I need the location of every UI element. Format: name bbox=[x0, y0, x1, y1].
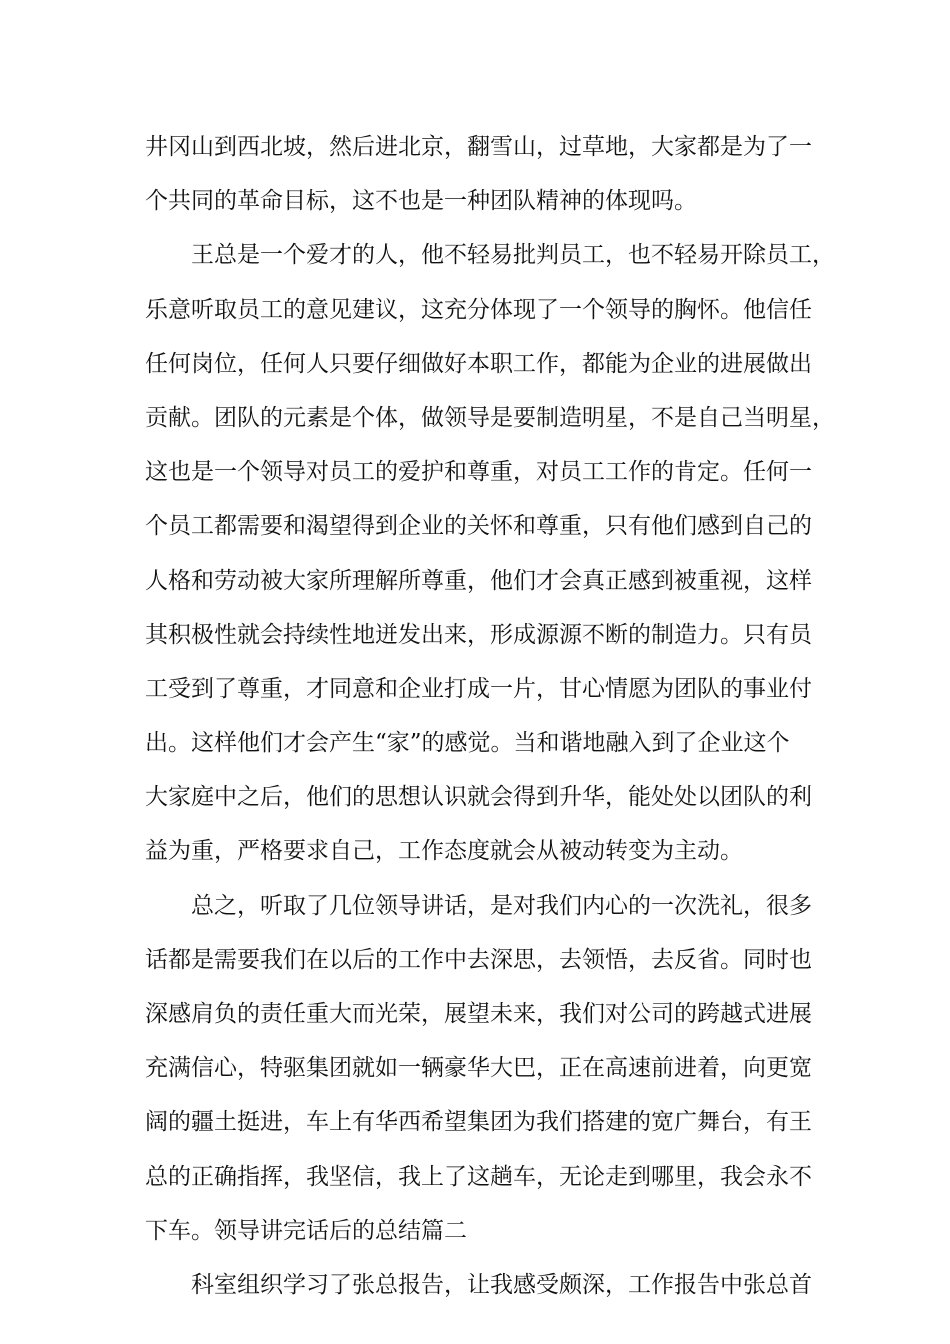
text-line: 任何岗位，任何人只要仔细做好本职工作，都能为企业的进展做出 bbox=[145, 350, 812, 377]
text-line: 乐意听取员工的意见建议，这充分体现了一个领导的胸怀。他信任 bbox=[145, 296, 812, 323]
text-line: 个共同的革命目标，这不也是一种团队精神的体现吗。 bbox=[145, 188, 697, 215]
paragraph-start-line: 王总是一个爱才的人，他不轻易批判员工，也不轻易开除员工， bbox=[191, 242, 835, 269]
paragraph-start-line: 科室组织学习了张总报告，让我感受颇深，工作报告中张总首 bbox=[191, 1271, 812, 1298]
text-line: 益为重，严格要求自己，工作态度就会从被动转变为主动。 bbox=[145, 838, 743, 865]
paragraph-start-line: 总之，听取了几位领导讲话，是对我们内心的一次洗礼，很多 bbox=[191, 892, 812, 919]
text-line: 出。这样他们才会产生“家”的感觉。当和谐地融入到了企业这个 bbox=[145, 730, 790, 757]
text-line: 井冈山到西北坡，然后进北京，翻雪山，过草地，大家都是为了一 bbox=[145, 134, 812, 160]
text-line: 深感肩负的责任重大而光荣，展望未来，我们对公司的跨越式进展 bbox=[145, 1001, 812, 1027]
text-line: 总的正确指挥，我坚信，我上了这趟车，无论走到哪里，我会永不 bbox=[145, 1163, 812, 1190]
text-line: 充满信心，特驱集团就如一辆豪华大巴，正在高速前进着，向更宽 bbox=[145, 1055, 812, 1082]
text-line: 贡献。团队的元素是个体，做领导是要制造明星，不是自己当明星， bbox=[145, 404, 835, 431]
text-line: 其积极性就会持续性地迸发出来，形成源源不断的制造力。只有员 bbox=[145, 621, 812, 648]
text-line: 工受到了尊重，才同意和企业打成一片，甘心情愿为团队的事业付 bbox=[145, 675, 812, 702]
text-line: 下车。领导讲完话后的总结篇二 bbox=[145, 1217, 467, 1244]
text-line: 个员工都需要和渴望得到企业的关怀和尊重，只有他们感到自己的 bbox=[145, 513, 812, 540]
text-line: 人格和劳动被大家所理解所尊重，他们才会真正感到被重视，这样 bbox=[145, 567, 812, 594]
text-line: 这也是一个领导对员工的爱护和尊重，对员工工作的肯定。任何一 bbox=[145, 459, 812, 486]
body-text bbox=[145, 120, 835, 1312]
text-line: 阔的疆土挺进，车上有华西希望集团为我们搭建的宽广舞台，有王 bbox=[145, 1109, 812, 1136]
text-line: 话都是需要我们在以后的工作中去深思，去领悟，去反省。同时也 bbox=[145, 946, 812, 973]
text-line: 大家庭中之后，他们的思想认识就会得到升华，能处处以团队的利 bbox=[145, 784, 812, 811]
